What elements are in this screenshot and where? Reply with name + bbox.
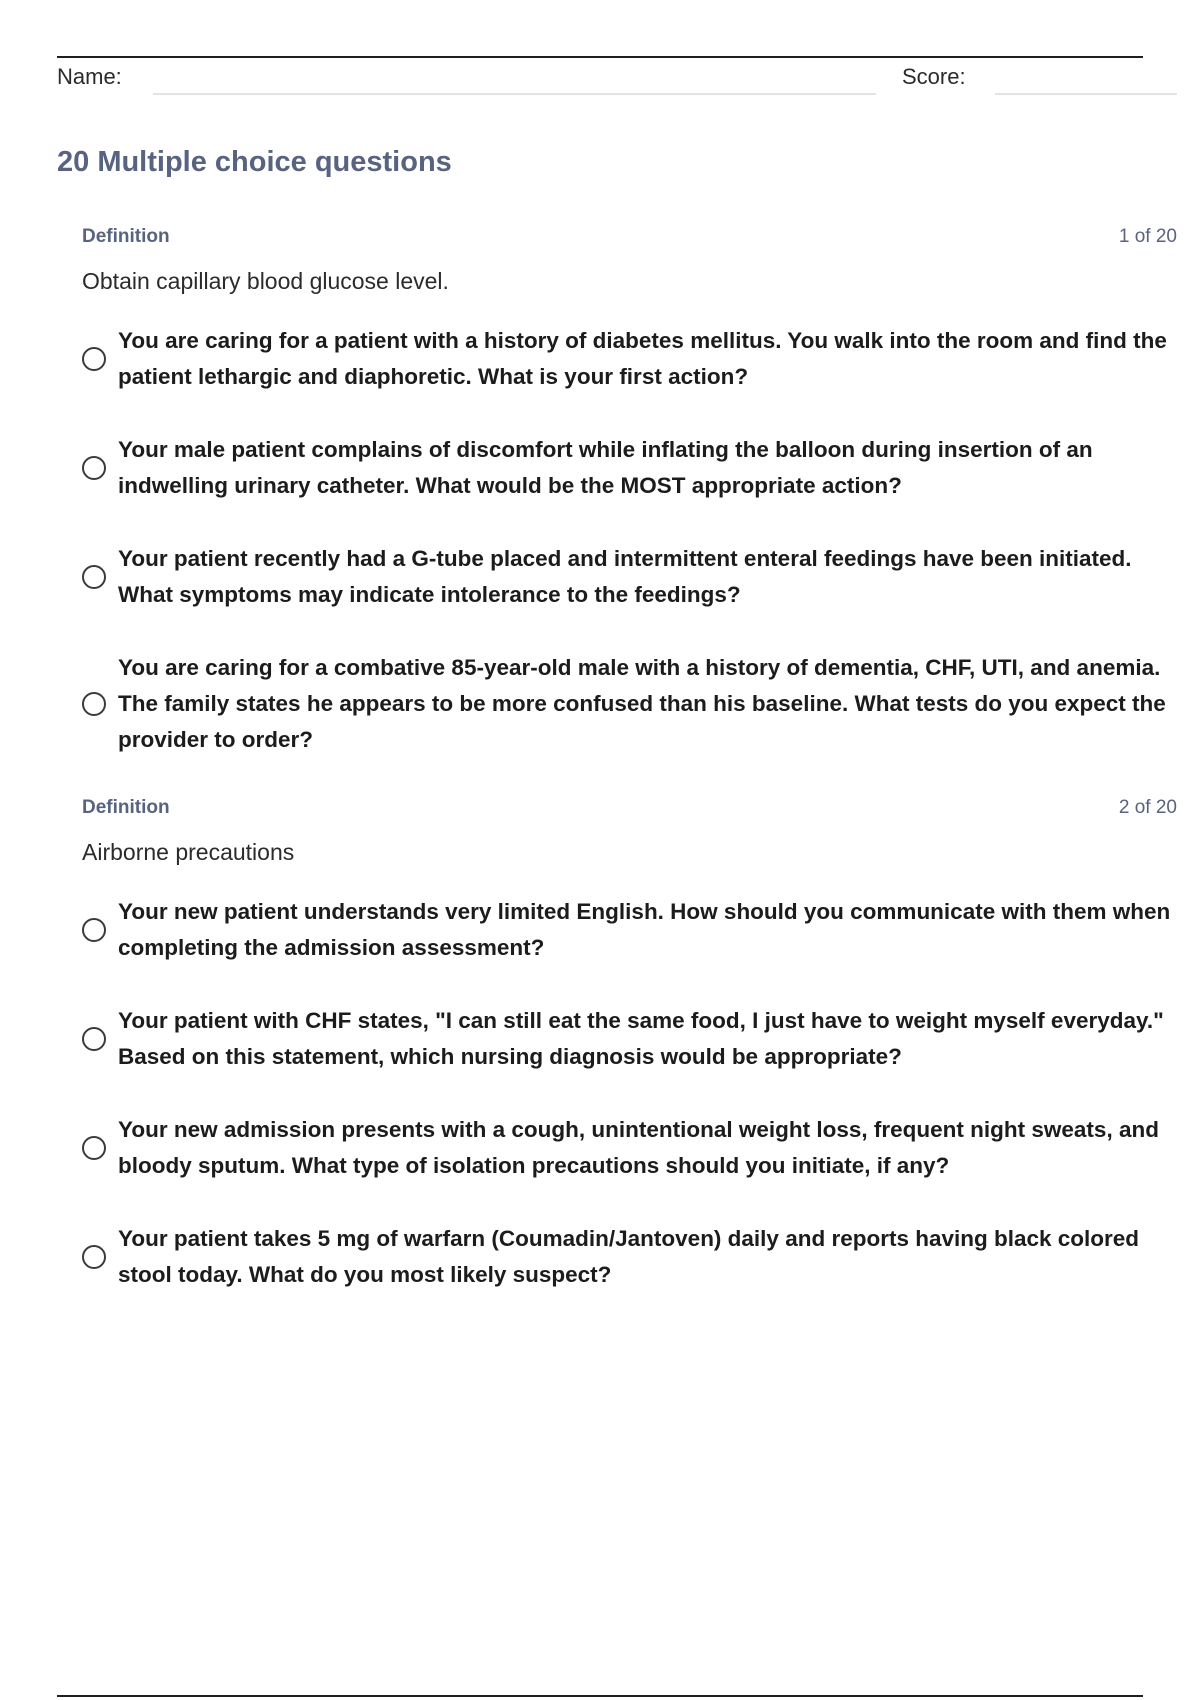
answer-option-text: Your new patient understands very limited English. How should you communicate with them when completing the admission assessment? [118,899,1171,960]
bottom-rule [57,1695,1143,1697]
radio-button-icon[interactable] [82,1136,106,1160]
answer-option[interactable] [57,541,1177,613]
answer-option[interactable] [57,1003,1177,1075]
answer-option[interactable] [57,894,1177,966]
question-prompt: Obtain capillary blood glucose level. [82,268,449,294]
radio-button-icon[interactable] [82,692,106,716]
question-type-label: Definition [82,797,170,818]
name-field[interactable] [153,93,876,95]
question-prompt: Airborne precautions [82,839,295,865]
answer-option[interactable] [57,650,1177,758]
answer-options [57,323,1177,758]
question-header [57,797,1177,827]
radio-button-icon[interactable] [82,1027,106,1051]
top-rule [57,56,1143,58]
answer-options [57,894,1177,1293]
answer-option-text: Your patient takes 5 mg of warfarn (Coumadin/Jantoven) daily and reports having black colored stool today. What do you most likely suspect? [118,1226,1140,1287]
radio-button-icon[interactable] [82,1245,106,1269]
answer-option[interactable] [57,323,1177,395]
question-header [57,226,1177,256]
answer-option[interactable] [57,432,1177,504]
question-type-label: Definition [82,226,170,247]
question-1 [57,226,1177,795]
answer-option-text: Your patient recently had a G-tube placed and intermittent enteral feedings have been initiated. What symptoms may indicate intolerance to the feedings? [118,546,1132,607]
radio-button-icon[interactable] [82,918,106,942]
answer-option-text: You are caring for a combative 85-year-old male with a history of dementia, CHF, UTI, and anemia. The family states he appears to be more confused than his baseline. What tests do you expect the provider to order? [118,655,1166,752]
answer-option-text: Your male patient complains of discomfort while inflating the balloon during insertion of an indwelling urinary catheter. What would be the MOST appropriate action? [118,437,1093,498]
answer-option-text: Your new admission presents with a cough, unintentional weight loss, frequent night sweats, and bloody sputum. What type of isolation precautions should you initiate, if any? [118,1117,1159,1178]
answer-option[interactable] [57,1112,1177,1184]
answer-option-text: You are caring for a patient with a history of diabetes mellitus. You walk into the room and find the patient lethargic and diaphoretic. What is your first action? [118,328,1167,389]
answer-option-text: Your patient with CHF states, "I can still eat the same food, I just have to weight myself everyday." Based on this statement, which nursing diagnosis would be appropriate? [118,1008,1164,1069]
score-field[interactable] [995,93,1177,95]
question-counter: 2 of 20 [1118,797,1177,818]
question-counter: 1 of 20 [1118,226,1177,247]
radio-button-icon[interactable] [82,456,106,480]
worksheet-header [57,62,1177,98]
section-title: 20 Multiple choice questions [57,146,452,178]
score-label: Score: [902,64,966,89]
name-label: Name: [57,64,122,89]
radio-button-icon[interactable] [82,347,106,371]
question-2 [57,797,1177,1330]
radio-button-icon[interactable] [82,565,106,589]
answer-option[interactable] [57,1221,1177,1293]
